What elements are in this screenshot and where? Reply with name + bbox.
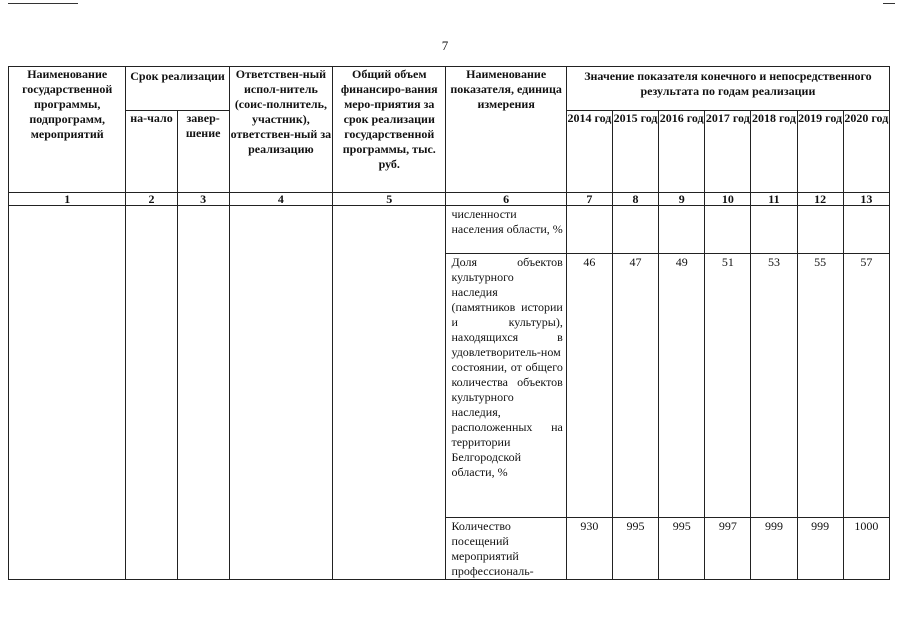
indicator-name: Доля объектов культурного наследия (памятников истории и культуры), находящихся в удовлетворитель-ном состоянии, от общего количества объектов культурного наследия, расположенных на территории Белгородской области, %: [446, 254, 566, 518]
indicator-value: [843, 206, 889, 254]
indicator-value: 51: [705, 254, 751, 518]
cell-end: [177, 206, 229, 580]
indicator-value: 55: [797, 254, 843, 518]
header-year: 2020 год: [843, 111, 889, 193]
header-funding: Общий объем финансиро-вания меро-приятия за срок реализации государственной программы, тыс. руб.: [333, 67, 446, 193]
indicator-value: 49: [659, 254, 705, 518]
header-end: завер-шение: [177, 111, 229, 193]
header-year: 2016 год: [659, 111, 705, 193]
header-responsible: Ответствен-ный испол-нитель (соис-полнитель, участник), ответствен-ный за реализацию: [229, 67, 332, 193]
indicator-value: 995: [612, 518, 658, 580]
indicator-value: 57: [843, 254, 889, 518]
indicator-name: численности населения области, %: [446, 206, 566, 254]
header-year: 2014 год: [566, 111, 612, 193]
indicator-value: 999: [751, 518, 797, 580]
header-year: 2015 год: [612, 111, 658, 193]
page-number: 7: [441, 38, 449, 53]
top-left-rule: [8, 3, 78, 4]
indicator-value: [566, 206, 612, 254]
column-number: 11: [751, 193, 797, 206]
indicator-value: 46: [566, 254, 612, 518]
indicator-value: [797, 206, 843, 254]
cell-responsible: [229, 206, 332, 580]
indicator-value: 999: [797, 518, 843, 580]
top-right-rule: [883, 3, 895, 4]
column-number: 4: [229, 193, 332, 206]
column-number: 7: [566, 193, 612, 206]
column-number: 1: [9, 193, 126, 206]
indicator-value: [659, 206, 705, 254]
header-period: Срок реализации: [126, 67, 229, 111]
header-values-group: Значение показателя конечного и непосредственного результата по годам реализации: [566, 67, 889, 111]
header-year: 2019 год: [797, 111, 843, 193]
column-number: 6: [446, 193, 566, 206]
indicator-value: 47: [612, 254, 658, 518]
indicator-name: Количество посещений мероприятий профессиональ-: [446, 518, 566, 580]
header-program-name: Наименование государственной программы, подпрограмм, мероприятий: [9, 67, 126, 193]
cell-funding: [333, 206, 446, 580]
column-number: 8: [612, 193, 658, 206]
indicator-value: [751, 206, 797, 254]
column-number: 9: [659, 193, 705, 206]
cell-start: [126, 206, 177, 580]
table-row: [9, 206, 890, 254]
column-number: 2: [126, 193, 177, 206]
column-number: 5: [333, 193, 446, 206]
indicator-value: 1000: [843, 518, 889, 580]
indicator-value: 53: [751, 254, 797, 518]
indicator-value: 995: [659, 518, 705, 580]
indicator-value: [612, 206, 658, 254]
indicator-value: 997: [705, 518, 751, 580]
column-number: 10: [705, 193, 751, 206]
header-indicator: Наименование показателя, единица измерения: [446, 67, 566, 193]
column-number: 12: [797, 193, 843, 206]
column-number: 3: [177, 193, 229, 206]
indicator-value: 930: [566, 518, 612, 580]
header-start: на-чало: [126, 111, 177, 193]
indicator-value: [705, 206, 751, 254]
column-number: 13: [843, 193, 889, 206]
header-year: 2017 год: [705, 111, 751, 193]
indicator-table: [8, 66, 890, 580]
cell-program-name: [9, 206, 126, 580]
header-year: 2018 год: [751, 111, 797, 193]
